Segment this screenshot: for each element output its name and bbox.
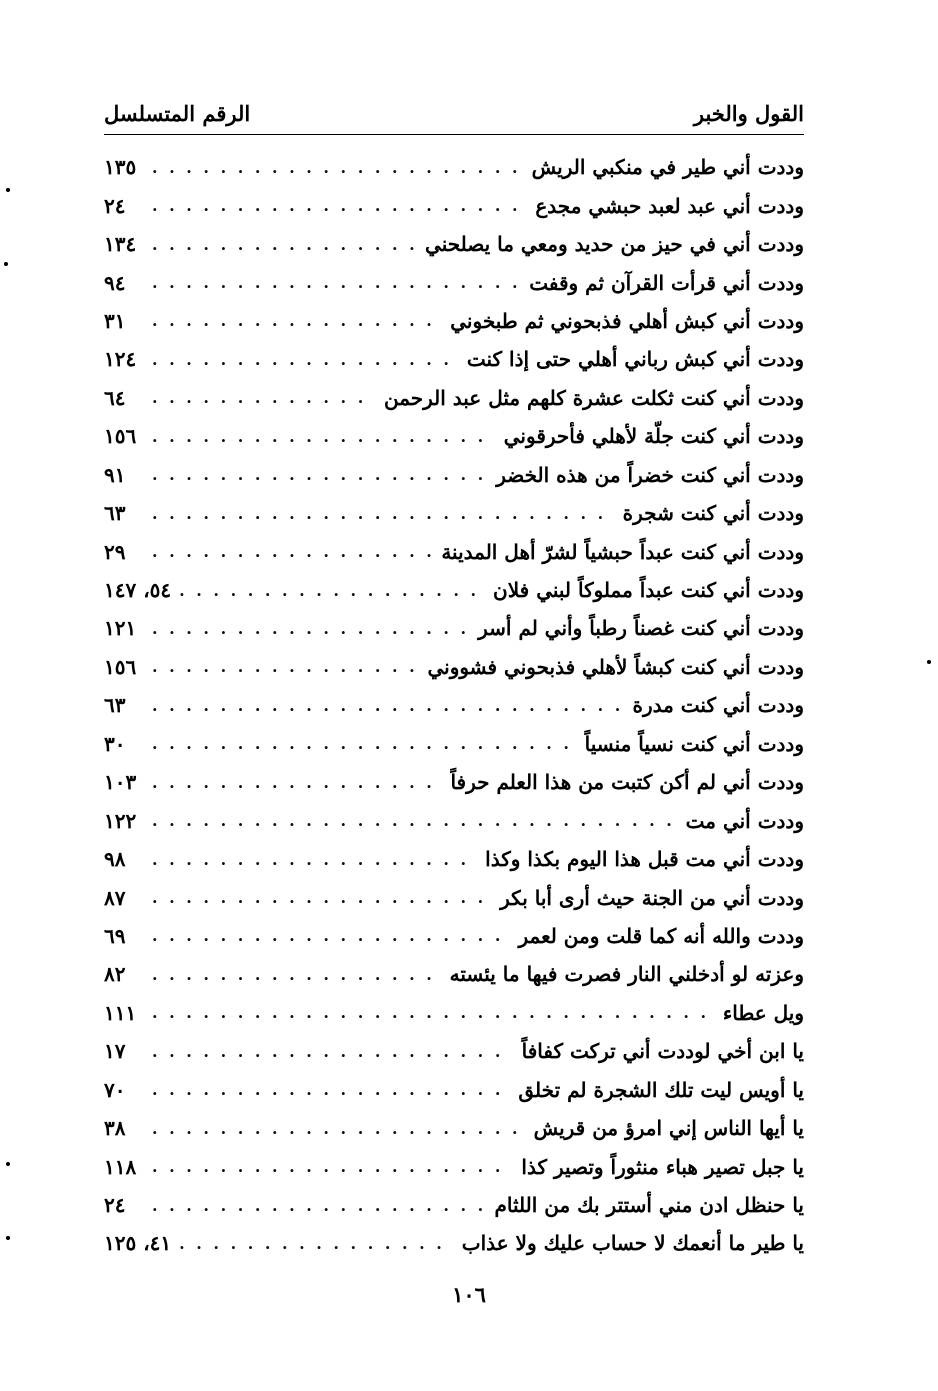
entry-text: يا طير ما أنعمك لا حساب عليك ولا عذاب [461,1231,804,1256]
entry-text: وددت أني كنت جلّة لأهلي فأحرقوني [503,424,804,449]
index-entry [104,878,804,916]
index-entry [104,263,804,301]
entry-text: وددت أني كبش رباني أهلي حتى إذا كنت [466,347,804,372]
leader-dots [152,273,519,292]
entry-number: ٤١، ١٢٥ [104,1231,172,1256]
leader-dots [152,1157,511,1176]
entry-number: ٨٢ [104,962,126,987]
index-entry [104,1032,804,1070]
leader-dots [152,1080,508,1099]
leader-dots [152,965,440,984]
entry-number: ٩٤ [104,270,126,295]
entry-number: ١١١ [104,1000,137,1025]
entry-text: يا جبل تصير هباء منثوراً وتصير كذا [521,1154,804,1179]
index-entry [104,417,804,455]
leader-dots [152,811,676,830]
index-entry [104,302,804,340]
page-header [104,86,804,126]
scan-speck [6,1236,10,1240]
leader-dots [152,388,374,407]
entry-number: ٧٠ [104,1077,126,1102]
header-title-saying: القول والخبر [693,101,804,126]
entry-text: ويل عطاء [722,1000,804,1025]
leader-dots [152,350,457,369]
entry-text: وددت أني قرأت القرآن ثم وقفت [529,270,804,295]
leader-dots [152,1196,485,1215]
leader-dots [152,850,475,869]
entry-text: وددت أني كنت عبداً حبشياً لشرّ أهل المدينة [441,539,804,564]
entry-text: وعزته لو أدخلني النار فصرت فيها ما يئسته [449,962,804,987]
entry-number: ١١٨ [104,1154,137,1179]
entry-text: يا ابن أخي لوددت أني تركت كفافاً [521,1039,804,1064]
index-entry [104,340,804,378]
leader-dots [152,773,440,792]
entry-number: ٦٣ [104,501,126,526]
entry-text: يا حنظل ادن مني أستتر بك من اللثام [494,1193,804,1218]
leader-dots [152,504,613,523]
leader-dots [179,1234,452,1253]
leader-dots [152,196,525,215]
index-entry [104,994,804,1032]
entry-text: يا أيها الناس إني امرؤ من قريش [533,1116,804,1141]
leader-dots [152,1119,524,1138]
index-entry [104,1071,804,1109]
leader-dots [152,1003,713,1022]
entry-number: ٣٠ [104,731,126,756]
entry-text: وددت أني كنت كبشاً لأهلي فذبحوني فشووني [427,654,804,679]
entry-number: ٨٧ [104,885,126,910]
index-entry [104,225,804,263]
entry-number: ١٢٤ [104,347,137,372]
entry-text: وددت أني كبش أهلي فذبحوني ثم طبخوني [450,308,804,333]
entry-number: ٦٣ [104,693,126,718]
leader-dots [152,311,440,330]
leader-dots [152,926,508,945]
scan-speck [6,1162,10,1166]
entry-number: ١٥٦ [104,654,137,679]
entry-number: ٢٩ [104,539,126,564]
index-entry [104,725,804,763]
index-entry [104,1186,804,1224]
entry-number: ٢٤ [104,193,126,218]
leader-dots [152,696,622,715]
index-entry [104,1109,804,1147]
scan-speck [4,262,8,266]
index-entry [104,763,804,801]
index-entry [104,532,804,570]
leader-dots [152,427,494,446]
entry-text: وددت أني عبد لعبد حبشي مجدع [535,193,804,218]
entry-number: ١٣٥ [104,155,137,180]
entry-number: ١٥٦ [104,424,137,449]
leader-dots [152,235,415,254]
index-entry [104,186,804,224]
entry-number: ٩٨ [104,847,126,872]
entry-number: ١٢١ [104,616,137,641]
entry-text: وددت أني كنت غصناً رطباً وأني لم أسر [478,616,804,641]
index-entry [104,648,804,686]
scan-speck [6,188,10,192]
leader-dots [152,734,575,753]
entry-number: ٢٤ [104,1193,126,1218]
entry-number: ١٧ [104,1039,126,1064]
index-entry [104,917,804,955]
index-entry [104,801,804,839]
entry-text: وددت أني كنت عبداً مملوكاً لبني فلان [493,578,804,603]
entry-number: ١٣٤ [104,232,137,257]
index-entry [104,840,804,878]
entry-text: وددت أني كنت ثكلت عشرة كلهم مثل عبد الرحمن [383,385,804,410]
leader-dots [152,888,490,907]
leader-dots [152,657,417,676]
entry-text: وددت أني كنت شجرة [622,501,804,526]
entry-number: ٦٩ [104,923,126,948]
entry-number: ٦٤ [104,385,126,410]
leader-dots [152,1042,512,1061]
entry-text: وددت أني كنت خضراً من هذه الخضر [496,462,804,487]
index-entry [104,571,804,609]
index-entry [104,456,804,494]
entry-number: ٥٤، ١٤٧ [104,578,172,603]
entry-text: وددت أني لم أكن كتبت من هذا العلم حرفاً [450,770,804,795]
entry-text: وددت أني من الجنة حيث أرى أبا بكر [500,885,804,910]
index-entry [104,379,804,417]
entry-text: وددت أني طير في منكبي الريش [531,155,804,180]
entry-text: وددت أني كنت نسياً منسياً [584,731,804,756]
entry-number: ٣٨ [104,1116,126,1141]
scan-speck [927,660,931,664]
leader-dots [152,465,486,484]
entry-text: وددت أني مت قبل هذا اليوم بكذا وكذا [485,847,804,872]
index-entry [104,609,804,647]
index-entry [104,1147,804,1185]
index-entry [104,494,804,532]
leader-dots [179,581,483,600]
leader-dots [152,542,431,561]
index-entry [104,148,804,186]
page-number: ١٠٦ [452,1282,486,1307]
entry-text: يا أويس ليت تلك الشجرة لم تخلق [518,1077,804,1102]
index-entry [104,955,804,993]
entry-number: ٩١ [104,462,126,487]
entry-text: وددت والله أنه كما قلت ومن لعمر [518,923,804,948]
entry-text: وددت أني كنت مدرة [632,693,804,718]
header-title-serial-number: الرقم المتسلسل [104,101,251,126]
entry-number: ١٢٢ [104,808,137,833]
entry-text: وددت أني في حيز من حديد ومعي ما يصلحني [425,232,804,257]
header-rule [104,134,804,135]
index-entries [104,148,804,1263]
index-entry [104,1224,804,1262]
entry-number: ١٠٣ [104,770,137,795]
leader-dots [152,158,522,177]
entry-text: وددت أني مت [685,808,804,833]
leader-dots [152,619,468,638]
index-entry [104,686,804,724]
entry-number: ٣١ [104,308,126,333]
